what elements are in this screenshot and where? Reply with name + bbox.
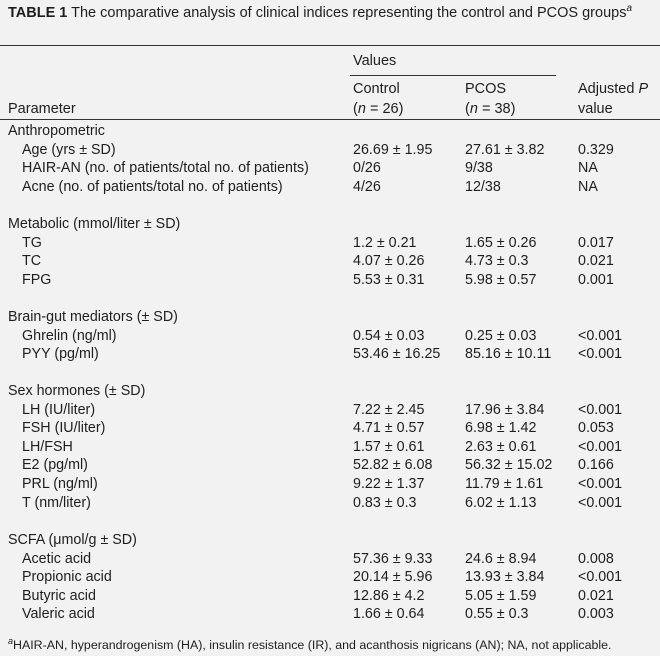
p-value-cell: NA bbox=[578, 179, 598, 195]
table-row bbox=[0, 141, 660, 160]
p-value-cell: 0.021 bbox=[578, 253, 614, 269]
table-row bbox=[0, 494, 660, 513]
control-value-cell: 53.46 ± 16.25 bbox=[353, 346, 441, 362]
header-adjusted-p-value bbox=[578, 79, 648, 119]
parameter-cell: FSH (IU/liter) bbox=[22, 420, 106, 436]
header-bottom-rule bbox=[0, 119, 660, 120]
p-value-cell: 0.017 bbox=[578, 235, 614, 251]
pcos-value-cell: 6.98 ± 1.42 bbox=[465, 420, 537, 436]
header-parameter: Parameter bbox=[8, 101, 76, 117]
parameter-cell: Acne (no. of patients/total no. of patients) bbox=[22, 179, 283, 195]
parameter-cell: Age (yrs ± SD) bbox=[22, 142, 116, 158]
pcos-value-cell: 85.16 ± 10.11 bbox=[465, 346, 552, 362]
control-value-cell: 4/26 bbox=[353, 179, 381, 195]
parameter-cell: FPG bbox=[22, 272, 52, 288]
table-row bbox=[0, 456, 660, 475]
table-row bbox=[0, 327, 660, 346]
parameter-cell: PRL (ng/ml) bbox=[22, 476, 98, 492]
p-value-cell: <0.001 bbox=[578, 346, 623, 362]
p-value-cell: <0.001 bbox=[578, 439, 623, 455]
parameter-cell: Acetic acid bbox=[22, 551, 92, 567]
table-footnote bbox=[8, 633, 611, 654]
table-label: TABLE 1 bbox=[8, 5, 68, 21]
section-title: Sex hormones (± SD) bbox=[8, 383, 146, 399]
control-value-cell: 52.82 ± 6.08 bbox=[353, 457, 433, 473]
control-value-cell: 1.66 ± 0.64 bbox=[353, 606, 425, 622]
p-value-cell: <0.001 bbox=[578, 569, 623, 585]
table-row bbox=[0, 178, 660, 197]
title-note-mark: a bbox=[626, 3, 633, 15]
pcos-value-cell: 17.96 ± 3.84 bbox=[465, 402, 545, 418]
table-row bbox=[0, 419, 660, 438]
table-row bbox=[0, 475, 660, 494]
pcos-value-cell: 27.61 ± 3.82 bbox=[465, 142, 545, 158]
section-title: SCFA (μmol/g ± SD) bbox=[8, 532, 137, 548]
parameter-cell: Ghrelin (ng/ml) bbox=[22, 328, 117, 344]
values-span-rule bbox=[350, 75, 556, 76]
control-value-cell: 9.22 ± 1.37 bbox=[353, 476, 425, 492]
section-heading bbox=[0, 215, 660, 234]
pcos-value-cell: 24.6 ± 8.94 bbox=[465, 551, 537, 567]
pcos-value-cell: 11.79 ± 1.61 bbox=[465, 476, 544, 492]
control-value-cell: 0.54 ± 0.03 bbox=[353, 328, 425, 344]
table-row bbox=[0, 252, 660, 271]
header-p-line1: Adjusted P bbox=[578, 81, 649, 97]
section-heading bbox=[0, 308, 660, 327]
p-value-cell: NA bbox=[578, 160, 598, 176]
control-value-cell: 5.53 ± 0.31 bbox=[353, 272, 425, 288]
footnote-mark: a bbox=[8, 636, 14, 646]
table-row bbox=[0, 159, 660, 178]
parameter-cell: LH/FSH bbox=[22, 439, 73, 455]
p-value-cell: 0.003 bbox=[578, 606, 614, 622]
parameter-cell: Butyric acid bbox=[22, 588, 96, 604]
p-value-cell: 0.001 bbox=[578, 272, 614, 288]
parameter-cell: TC bbox=[22, 253, 42, 269]
p-value-cell: 0.166 bbox=[578, 457, 614, 473]
section-heading bbox=[0, 122, 660, 141]
pcos-value-cell: 6.02 ± 1.13 bbox=[465, 495, 537, 511]
parameter-cell: T (nm/liter) bbox=[22, 495, 91, 511]
table-row bbox=[0, 234, 660, 253]
control-value-cell: 20.14 ± 5.96 bbox=[353, 569, 433, 585]
parameter-cell: Valeric acid bbox=[22, 606, 95, 622]
control-value-cell: 0.83 ± 0.3 bbox=[353, 495, 417, 511]
header-values: Values bbox=[353, 53, 397, 69]
section-title: Anthropometric bbox=[8, 123, 105, 139]
parameter-cell: E2 (pg/ml) bbox=[22, 457, 88, 473]
parameter-cell: PYY (pg/ml) bbox=[22, 346, 99, 362]
pcos-value-cell: 12/38 bbox=[465, 179, 501, 195]
p-value-cell: <0.001 bbox=[578, 495, 623, 511]
table-title: The comparative analysis of clinical indices representing the control and PCOS groups bbox=[71, 5, 627, 21]
p-value-cell: 0.053 bbox=[578, 420, 614, 436]
table-row bbox=[0, 438, 660, 457]
table-row bbox=[0, 568, 660, 587]
p-value-cell: <0.001 bbox=[578, 402, 623, 418]
control-value-cell: 26.69 ± 1.95 bbox=[353, 142, 433, 158]
header-control bbox=[353, 79, 403, 119]
header-pcos-label: PCOS bbox=[465, 81, 507, 97]
pcos-value-cell: 9/38 bbox=[465, 160, 493, 176]
p-value-cell: 0.008 bbox=[578, 551, 614, 567]
control-value-cell: 0/26 bbox=[353, 160, 381, 176]
table-row bbox=[0, 345, 660, 364]
section-heading bbox=[0, 382, 660, 401]
header-pcos bbox=[465, 79, 515, 119]
control-value-cell: 1.2 ± 0.21 bbox=[353, 235, 417, 251]
table-caption bbox=[8, 3, 653, 23]
table-row bbox=[0, 605, 660, 624]
header-p-line2: value bbox=[578, 101, 613, 117]
p-value-cell: <0.001 bbox=[578, 476, 623, 492]
header-control-label: Control bbox=[353, 81, 400, 97]
table-row bbox=[0, 550, 660, 569]
control-value-cell: 12.86 ± 4.2 bbox=[353, 588, 425, 604]
pcos-value-cell: 56.32 ± 15.02 bbox=[465, 457, 553, 473]
pcos-value-cell: 2.63 ± 0.61 bbox=[465, 439, 537, 455]
p-value-cell: 0.329 bbox=[578, 142, 614, 158]
control-value-cell: 57.36 ± 9.33 bbox=[353, 551, 433, 567]
pcos-value-cell: 4.73 ± 0.3 bbox=[465, 253, 529, 269]
top-rule bbox=[0, 45, 660, 46]
table-row bbox=[0, 401, 660, 420]
parameter-cell: LH (IU/liter) bbox=[22, 402, 96, 418]
parameter-cell: TG bbox=[22, 235, 42, 251]
control-value-cell: 4.71 ± 0.57 bbox=[353, 420, 425, 436]
control-value-cell: 1.57 ± 0.61 bbox=[353, 439, 425, 455]
section-title: Brain-gut mediators (± SD) bbox=[8, 309, 178, 325]
pcos-value-cell: 0.55 ± 0.3 bbox=[465, 606, 529, 622]
header-control-n: (n = 26) bbox=[353, 101, 404, 117]
pcos-value-cell: 13.93 ± 3.84 bbox=[465, 569, 545, 585]
footnote-text: HAIR-AN, hyperandrogenism (HA), insulin resistance (IR), and acanthosis nigricans (AN); NA, not applicable. bbox=[13, 638, 612, 653]
p-value-cell: <0.001 bbox=[578, 328, 623, 344]
table-row bbox=[0, 271, 660, 290]
p-value-cell: 0.021 bbox=[578, 588, 614, 604]
header-pcos-n: (n = 38) bbox=[465, 101, 516, 117]
control-value-cell: 7.22 ± 2.45 bbox=[353, 402, 425, 418]
table-row bbox=[0, 587, 660, 606]
parameter-cell: Propionic acid bbox=[22, 569, 112, 585]
parameter-cell: HAIR-AN (no. of patients/total no. of patients) bbox=[22, 160, 309, 176]
pcos-value-cell: 0.25 ± 0.03 bbox=[465, 328, 537, 344]
control-value-cell: 4.07 ± 0.26 bbox=[353, 253, 425, 269]
section-title: Metabolic (mmol/liter ± SD) bbox=[8, 216, 181, 232]
pcos-value-cell: 5.05 ± 1.59 bbox=[465, 588, 537, 604]
section-heading bbox=[0, 531, 660, 550]
pcos-value-cell: 5.98 ± 0.57 bbox=[465, 272, 537, 288]
pcos-value-cell: 1.65 ± 0.26 bbox=[465, 235, 537, 251]
